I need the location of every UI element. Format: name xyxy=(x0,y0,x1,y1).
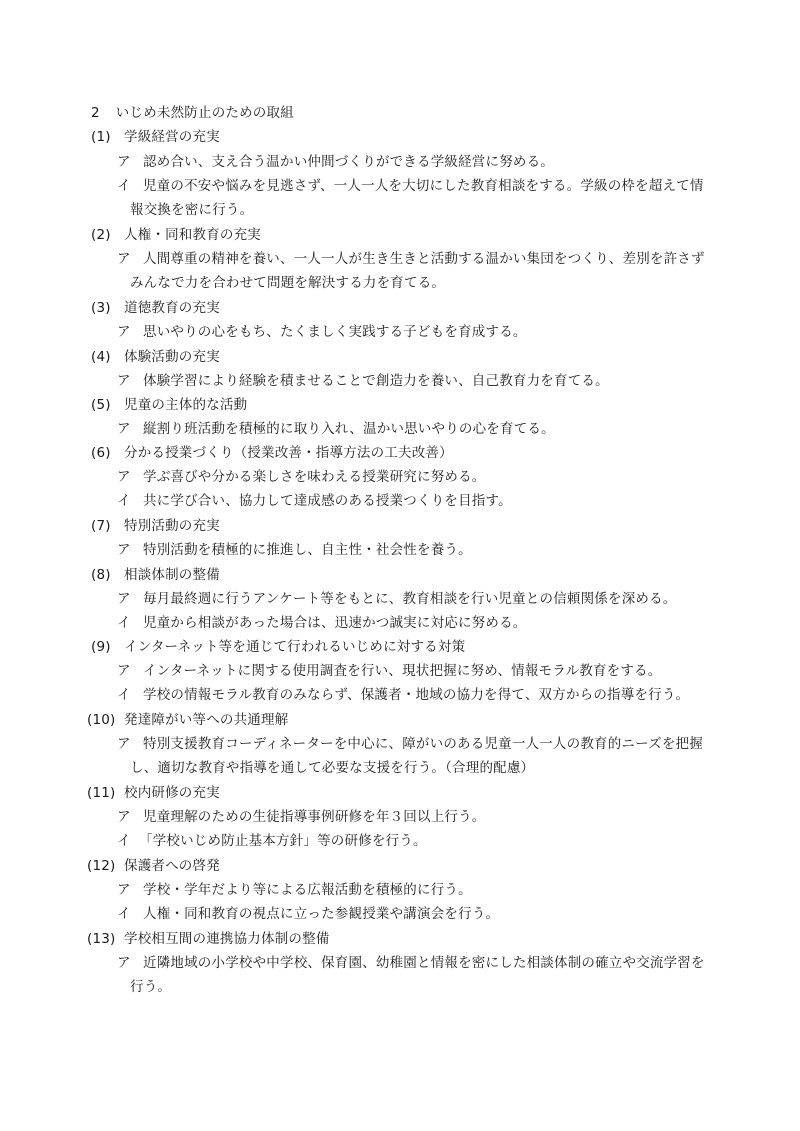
item-mark: イ xyxy=(117,687,131,703)
item-mark: ア xyxy=(117,469,131,485)
item-mark: イ xyxy=(117,493,131,509)
section-title: 発達障がい等への共通理解 xyxy=(124,712,289,728)
section-title: 相談体制の整備 xyxy=(124,567,220,583)
item-mark: イ xyxy=(117,906,131,922)
section-title: 道徳教育の充実 xyxy=(124,300,220,316)
section-number: (9) xyxy=(91,639,111,655)
section-number: (11) xyxy=(87,785,116,801)
item-text: 共に学び合い、協力して達成感のある授業つくりを目指す。 xyxy=(143,493,512,509)
item-text: 認め合い、支え合う温かい仲間づくりができる学級経営に努める。 xyxy=(143,154,554,170)
item-mark: ア xyxy=(117,324,131,340)
item-text: 人間尊重の精神を養い、一人一人が生き生きと活動する温かい集団をつくり、差別を許さず xyxy=(143,251,705,267)
item-text: 学ぶ喜びや分かる楽しさを味わえる授業研究に努める。 xyxy=(143,469,486,485)
section-title: 人権・同和教育の充実 xyxy=(124,227,261,243)
item-text: 近隣地域の小学校や中学校、保育園、幼稚園と情報を密にした相談体制の確立や交流学習を xyxy=(143,955,705,971)
item-text: 学校・学年だより等による広報活動を積極的に行う。 xyxy=(143,882,472,898)
section-number: (2) xyxy=(91,227,111,243)
item-text: 特別活動を積極的に推進し、自主性・社会性を養う。 xyxy=(143,542,472,558)
section-number: (8) xyxy=(91,567,111,583)
item-mark: ア xyxy=(117,542,131,558)
section-number: (5) xyxy=(91,397,111,413)
item-mark: ア xyxy=(117,809,131,825)
list-item-continuation: 報交換を密に行う。 xyxy=(130,202,254,218)
list-item-continuation: みんなで力を合わせて問題を解決する力を育てる。 xyxy=(130,275,446,291)
section-title: 分かる授業づくり（授業改善・指導方法の工夫改善） xyxy=(124,445,453,461)
item-mark: イ xyxy=(117,178,131,194)
item-mark: ア xyxy=(117,373,131,389)
section-title: 校内研修の充実 xyxy=(124,785,220,801)
section-title: インターネット等を通じて行われるいじめに対する対策 xyxy=(124,639,466,655)
item-mark: ア xyxy=(117,591,131,607)
item-text: 「学校いじめ防止基本方針」等の研修を行う。 xyxy=(139,833,427,849)
section-number: (1) xyxy=(91,129,111,145)
item-text: 児童から相談があった場合は、迅速かつ誠実に対応に努める。 xyxy=(143,615,527,631)
item-text: 縦割り班活動を積極的に取り入れ、温かい思いやりの心を育てる。 xyxy=(143,421,555,437)
main-heading-number: 2 xyxy=(91,105,100,121)
item-mark: ア xyxy=(117,154,131,170)
main-heading xyxy=(91,104,294,122)
item-mark: ア xyxy=(117,882,131,898)
main-heading-title: いじめ未然防止のための取組 xyxy=(115,105,294,121)
item-text: 児童理解のための生徒指導事例研修を年３回以上行う。 xyxy=(143,809,486,825)
section-title: 学校相互間の連携協力体制の整備 xyxy=(124,931,330,947)
section-number: (3) xyxy=(91,300,111,316)
item-text: 思いやりの心をもち、たくましく実践する子どもを育成する。 xyxy=(143,324,527,340)
section-title: 特別活動の充実 xyxy=(124,518,220,534)
section-title: 保護者への啓発 xyxy=(124,858,220,874)
section-title: 体験活動の充実 xyxy=(124,349,220,365)
item-mark: ア xyxy=(117,663,131,679)
list-item-continuation: し、適切な教育や指導を通して必要な支援を行う。（合理的配慮） xyxy=(130,760,535,776)
item-mark: ア xyxy=(117,736,131,752)
section-number: (6) xyxy=(91,445,111,461)
item-mark: イ xyxy=(117,615,131,631)
item-text: 人権・同和教育の視点に立った参観授業や講演会を行う。 xyxy=(143,906,500,922)
section-number: (10) xyxy=(87,712,116,728)
section-number: (12) xyxy=(87,858,116,874)
item-text: 児童の不安や悩みを見逃さず、一人一人を大切にした教育相談をする。学級の枠を超えて情 xyxy=(143,178,704,194)
section-title: 児童の主体的な活動 xyxy=(124,397,248,413)
item-mark: ア xyxy=(117,421,131,437)
item-mark: ア xyxy=(117,955,131,971)
section-title: 学級経営の充実 xyxy=(124,129,220,145)
item-mark: イ xyxy=(117,833,131,849)
item-text: 毎月最終週に行うアンケート等をもとに、教育相談を行い児童との信頼関係を深める。 xyxy=(143,591,677,607)
section-number: (4) xyxy=(91,349,111,365)
item-text: 学校の情報モラル教育のみならず、保護者・地域の協力を得て、双方からの指導を行う。 xyxy=(143,687,690,703)
item-text: インターネットに関する使用調査を行い、現状把握に努め、情報モラル教育をする。 xyxy=(143,663,662,679)
item-mark: ア xyxy=(117,251,131,267)
section-number: (7) xyxy=(91,518,111,534)
section-number: (13) xyxy=(87,931,116,947)
item-text: 体験学習により経験を積ませることで創造力を養い、自己教育力を育てる。 xyxy=(143,373,609,389)
list-item-continuation: 行う。 xyxy=(130,979,172,995)
item-text: 特別支援教育コーディネーターを中心に、障がいのある児童一人一人の教育的ニーズを把握 xyxy=(143,736,703,752)
